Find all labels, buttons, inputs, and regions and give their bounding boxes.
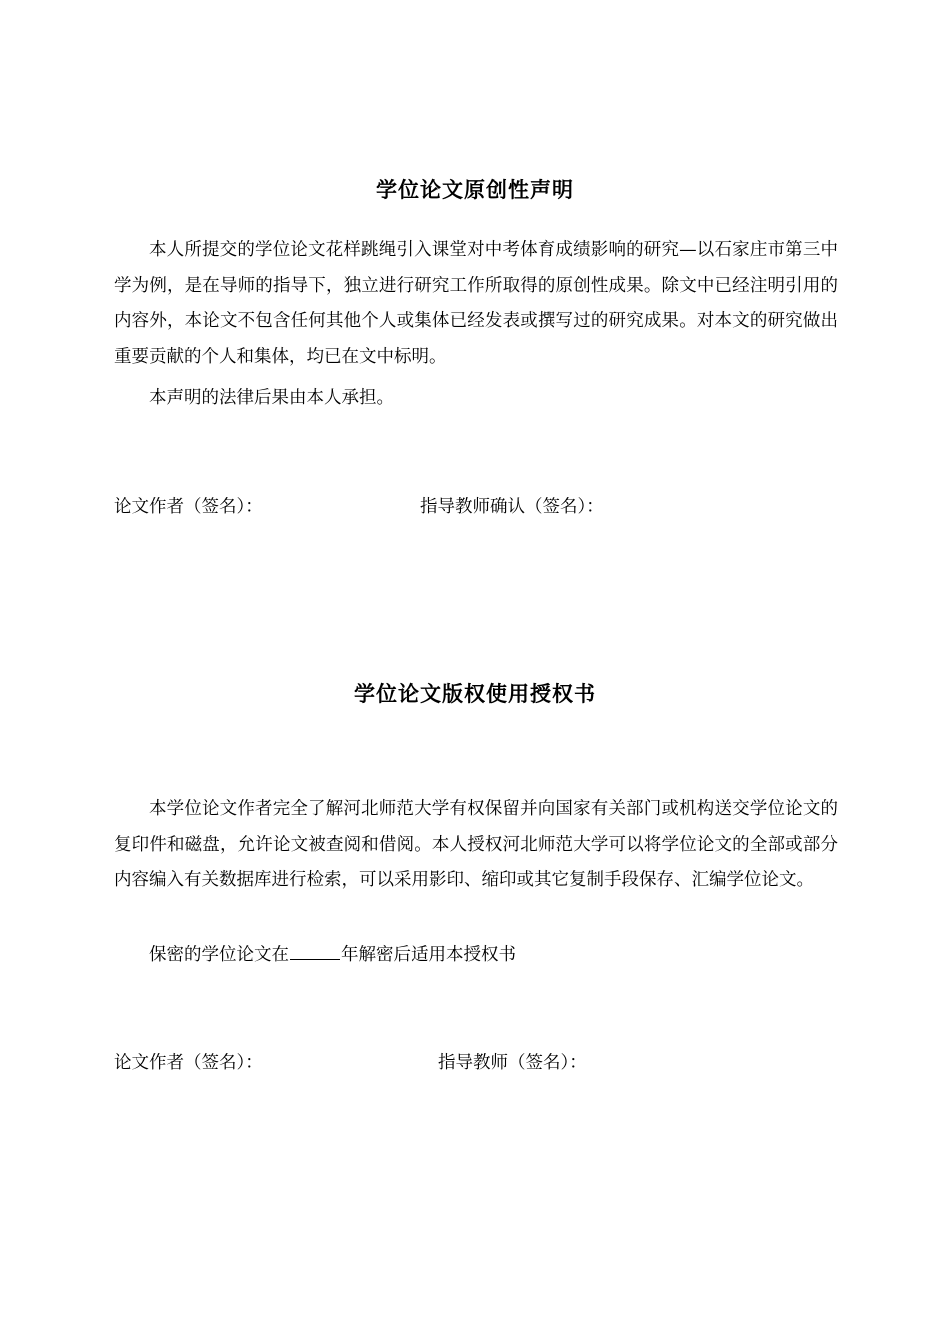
secrecy-clause [114, 938, 838, 974]
originality-statement-body: 本人所提交的学位论文花样跳绳引入课堂对中考体育成绩影响的研究—以石家庄市第三中学为例，是在导师的指导下，独立进行研究工作所取得的原创性成果。除文中已经注明引用的内容外，本论文不包含任何其他个人或集体已经发表或撰写过的研究成果。对本文的研究做出重要贡献的个人和集体，均已在文中标明。 [114, 240, 838, 367]
copyright-author-signature-label: 论文作者（签名）： [114, 1053, 263, 1073]
secrecy-clause-suffix: 年解密后适用本授权书 [341, 945, 516, 965]
secrecy-years-blank [290, 941, 340, 960]
copyright-authorization-title: 学位论文版权使用授权书 [354, 682, 596, 706]
copyright-advisor-signature-label: 指导教师（签名）： [438, 1053, 587, 1073]
advisor-confirmation-signature-label: 指导教师确认（签名）： [420, 497, 604, 517]
secrecy-clause-prefix: 保密的学位论文在 [149, 945, 289, 965]
legal-consequence-statement: 本声明的法律后果由本人承担。 [149, 388, 394, 408]
copyright-authorization-body: 本学位论文作者完全了解河北师范大学有权保留并向国家有关部门或机构送交学位论文的复印件和磁盘，允许论文被查阅和借阅。本人授权河北师范大学可以将学位论文的全部或部分内容编入有关数据库进行检索，可以采用影印、缩印或其它复制手段保存、汇编学位论文。 [114, 799, 838, 890]
originality-statement-title: 学位论文原创性声明 [376, 178, 574, 202]
author-signature-label: 论文作者（签名）： [114, 497, 263, 517]
